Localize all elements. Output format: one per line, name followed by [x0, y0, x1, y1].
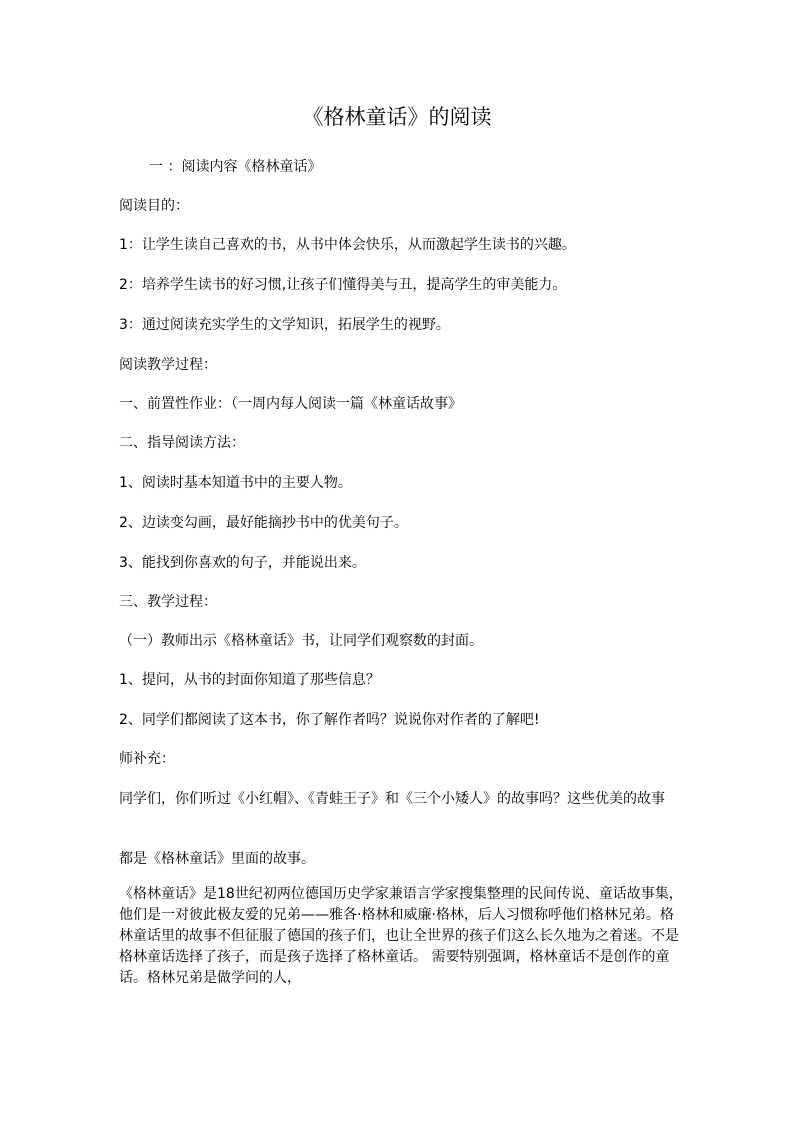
teaching-step-one: （一）教师出示《格林童话》书，让同学们观察数的封面。 — [119, 633, 483, 649]
goal-item: 3：通过阅读充实学生的文学知识，拓展学生的视野。 — [119, 317, 450, 333]
method-item: 3、能找到你喜欢的句子，并能说出来。 — [119, 555, 366, 571]
goals-heading: 阅读目的： — [119, 198, 189, 214]
intro-paragraph: 《格林童话》是18世纪初两位德国历史学家兼语言学家搜集整理的民间传说、童话故事集，他们是一对彼此极友爱的兄弟——雅各·格林和威廉·格林，后人习惯称呼他们格林兄弟。格林童话里的故事不但征服了德国的孩子们，也让全世界的孩子们这么长久地为之着迷。不是格林童话选择了孩子，而是孩子选择了格林童话。 需要特别强调，格林童话不是创作的童话。格林兄弟是做学问的人， — [119, 886, 683, 986]
document-title: 《格林童话》的阅读 — [302, 105, 492, 129]
goal-item: 1：让学生读自己喜欢的书，从书中体会快乐，从而激起学生读书的兴趣。 — [119, 237, 576, 253]
pre-assignment-line: 一、前置性作业：（一周内每人阅读一篇《林童话故事》 — [119, 396, 462, 412]
process-heading: 阅读教学过程： — [119, 357, 217, 373]
section-one-line: 一 ：阅读内容《格林童话》 — [149, 159, 322, 175]
question-item: 1、提问，从书的封面你知道了那些信息？ — [119, 672, 380, 688]
question-item: 2、同学们都阅读了这本书，你了解作者吗？说说你对作者的了解吧! — [119, 712, 540, 728]
story-answer-line: 都是《格林童话》里面的故事。 — [119, 851, 315, 867]
method-heading: 二、指导阅读方法： — [119, 435, 245, 451]
teaching-heading: 三、教学过程： — [119, 594, 217, 610]
method-item: 2、边读变勾画，最好能摘抄书中的优美句子。 — [119, 515, 408, 531]
teacher-supplement-label: 师补充： — [119, 751, 175, 767]
story-question-paragraph: 同学们，你们听过《小红帽》、《青蛙王子》和《三个小矮人》的故事吗？这些优美的故事 — [119, 791, 665, 807]
goal-item: 2：培养学生读书的好习惯,让孩子们懂得美与丑，提高学生的审美能力。 — [119, 277, 567, 293]
method-item: 1、阅读时基本知道书中的主要人物。 — [119, 475, 352, 491]
